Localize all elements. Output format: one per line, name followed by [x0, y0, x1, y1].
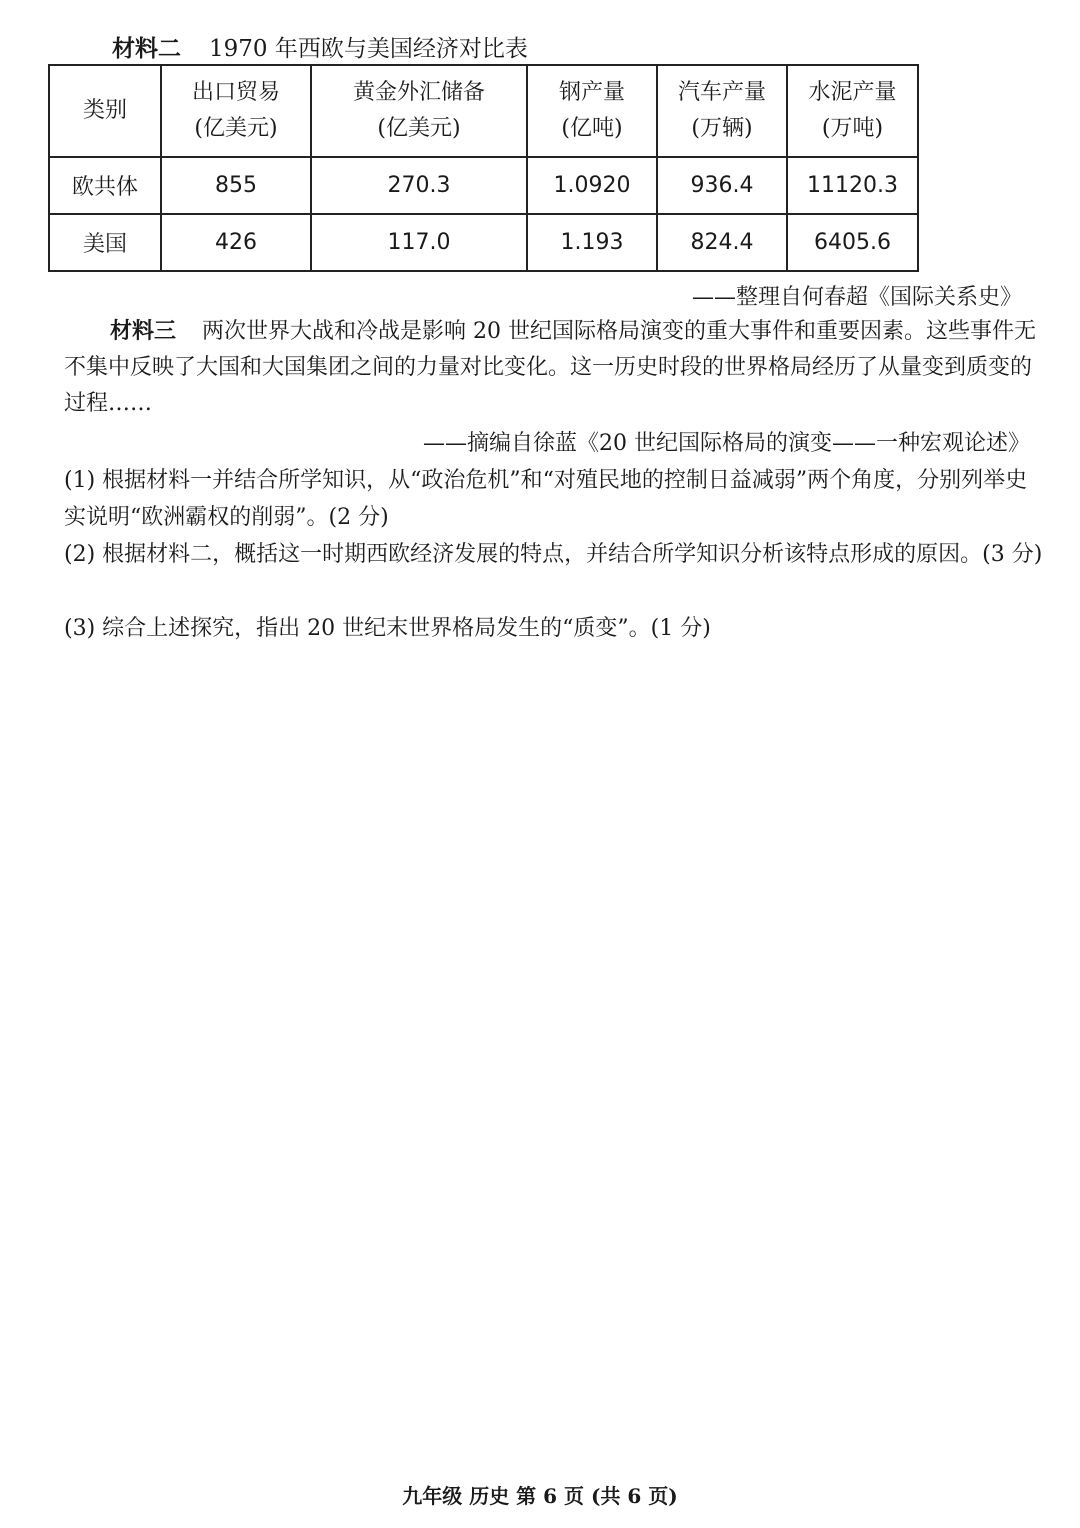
table-cell: 426: [161, 214, 311, 271]
question-2: (2) 根据材料二，概括这一时期西欧经济发展的特点，并结合所学知识分析该特点形成的原因。(3 分): [64, 542, 1043, 567]
header-unit: (亿美元): [377, 116, 461, 141]
material3-label: 材料三: [110, 319, 177, 344]
table-cell: 270.3: [311, 157, 527, 214]
table-corner-header: 类别: [49, 65, 161, 157]
material2-label: 材料二: [112, 36, 181, 62]
row-label: 美国: [49, 214, 161, 271]
table-cell: 855: [161, 157, 311, 214]
material3-paragraph: [64, 314, 1036, 422]
table-cell: 1.0920: [527, 157, 657, 214]
header-unit: (万辆): [691, 116, 753, 141]
economy-comparison-table: [48, 64, 919, 272]
header-gold-reserves: [311, 65, 527, 157]
question-3: (3) 综合上述探究，指出 20 世纪末世界格局发生的“质变”。(1 分): [64, 616, 711, 641]
header-steel-output: [527, 65, 657, 157]
header-unit: (亿美元): [194, 116, 278, 141]
header-unit: (万吨): [821, 116, 884, 141]
table-cell: 936.4: [657, 157, 787, 214]
header-name: 水泥产量: [808, 80, 897, 105]
header-name: 钢产量: [558, 80, 625, 105]
header-unit: (亿吨): [561, 116, 623, 141]
table-cell: 6405.6: [787, 214, 918, 271]
header-name: 黄金外汇储备: [352, 80, 485, 105]
table-source-citation: ——整理自何春超《国际关系史》: [691, 285, 1022, 310]
material2-title: 1970 年西欧与美国经济对比表: [209, 36, 528, 62]
material2-heading: [112, 30, 528, 63]
table-row: [49, 157, 918, 214]
header-cement-output: [787, 65, 918, 157]
question-1: (1) 根据材料一并结合所学知识，从“政治危机”和“对殖民地的控制日益减弱”两个角度，分别列举史实说明“欧洲霸权的削弱”。(2 分): [64, 468, 1028, 530]
header-name: 汽车产量: [677, 80, 766, 105]
page-footer: 九年级 历史 第 6 页 (共 6 页): [402, 1484, 678, 1508]
header-car-output: [657, 65, 787, 157]
row-label: 欧共体: [49, 157, 161, 214]
table-header-row: [49, 65, 918, 157]
material3-source-citation: ——摘编自徐蓝《20 世纪国际格局的演变——一种宏观论述》: [423, 431, 1030, 456]
material3-text: 两次世界大战和冷战是影响 20 世纪国际格局演变的重大事件和重要因素。这些事件无不集中反映了大国和大国集团之间的力量对比变化。这一历史时段的世界格局经历了从量变到质变的过程……: [64, 319, 1036, 416]
header-export-trade: [161, 65, 311, 157]
table-cell: 11120.3: [787, 157, 918, 214]
table-cell: 1.193: [527, 214, 657, 271]
table-cell: 117.0: [311, 214, 527, 271]
table-cell: 824.4: [657, 214, 787, 271]
header-name: 出口贸易: [191, 80, 280, 105]
table-row: [49, 214, 918, 271]
